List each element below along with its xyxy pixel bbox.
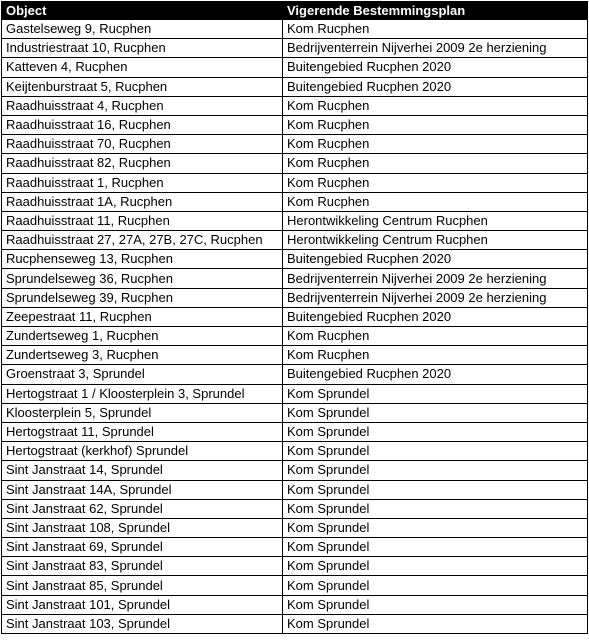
table-row (2, 499, 588, 518)
object-cell: Sint Janstraat 85, Sprundel (2, 576, 283, 595)
object-cell: Groenstraat 3, Sprundel (2, 365, 283, 384)
object-cell: Gastelseweg 9, Rucphen (2, 20, 283, 39)
table-row (2, 231, 588, 250)
bestemmingsplan-cell: Kom Rucphen (283, 192, 588, 211)
table-row (2, 327, 588, 346)
bestemmingsplan-cell: Kom Sprundel (283, 538, 588, 557)
table-row (2, 211, 588, 230)
object-cell: Sprundelseweg 39, Rucphen (2, 288, 283, 307)
table-row (2, 39, 588, 58)
object-cell: Keijtenburstraat 5, Rucphen (2, 77, 283, 96)
bestemmingsplan-cell: Kom Sprundel (283, 422, 588, 441)
object-cell: Zeepestraat 11, Rucphen (2, 307, 283, 326)
bestemmingsplan-cell: Kom Rucphen (283, 327, 588, 346)
table-row (2, 307, 588, 326)
object-cell: Katteven 4, Rucphen (2, 58, 283, 77)
table-row (2, 269, 588, 288)
bestemmingsplan-cell: Kom Rucphen (283, 154, 588, 173)
bestemmingsplan-cell: Kom Rucphen (283, 135, 588, 154)
object-cell: Raadhuisstraat 4, Rucphen (2, 96, 283, 115)
bestemmingsplan-cell: Buitengebied Rucphen 2020 (283, 365, 588, 384)
bestemmingsplan-cell: Kom Sprundel (283, 518, 588, 537)
header-bestemmingsplan: Vigerende Bestemmingsplan (283, 2, 588, 20)
object-cell: Zundertseweg 3, Rucphen (2, 346, 283, 365)
bestemmingsplan-cell: Herontwikkeling Centrum Rucphen (283, 231, 588, 250)
object-cell: Sint Janstraat 103, Sprundel (2, 614, 283, 633)
table-row (2, 77, 588, 96)
object-cell: Raadhuisstraat 16, Rucphen (2, 115, 283, 134)
bestemmingsplan-cell: Kom Sprundel (283, 384, 588, 403)
object-cell: Hertogstraat (kerkhof) Sprundel (2, 442, 283, 461)
bestemmingsplan-cell: Bedrijventerrein Nijverhei 2009 2e herziening (283, 288, 588, 307)
bestemmingsplan-cell: Kom Sprundel (283, 403, 588, 422)
object-cell: Sint Janstraat 108, Sprundel (2, 518, 283, 537)
table-row (2, 480, 588, 499)
object-cell: Raadhuisstraat 1, Rucphen (2, 173, 283, 192)
table-row (2, 173, 588, 192)
table-row (2, 96, 588, 115)
object-cell: Sprundelseweg 36, Rucphen (2, 269, 283, 288)
table-row (2, 442, 588, 461)
table-row (2, 538, 588, 557)
bestemmingsplan-cell: Kom Rucphen (283, 173, 588, 192)
table-body (2, 20, 588, 634)
table-row (2, 518, 588, 537)
object-cell: Sint Janstraat 101, Sprundel (2, 595, 283, 614)
bestemmingsplan-cell: Kom Sprundel (283, 461, 588, 480)
bestemmingsplan-cell: Kom Sprundel (283, 557, 588, 576)
object-cell: Rucphenseweg 13, Rucphen (2, 250, 283, 269)
bestemmingsplan-cell: Kom Rucphen (283, 346, 588, 365)
table-row (2, 154, 588, 173)
object-cell: Hertogstraat 11, Sprundel (2, 422, 283, 441)
object-cell: Raadhuisstraat 11, Rucphen (2, 211, 283, 230)
object-cell: Industriestraat 10, Rucphen (2, 39, 283, 58)
table-row (2, 250, 588, 269)
table-row (2, 115, 588, 134)
header-row (2, 2, 588, 20)
object-cell: Sint Janstraat 14A, Sprundel (2, 480, 283, 499)
object-cell: Raadhuisstraat 27, 27A, 27B, 27C, Rucphen (2, 231, 283, 250)
bestemmingsplan-cell: Kom Sprundel (283, 614, 588, 633)
table-row (2, 403, 588, 422)
table-row (2, 365, 588, 384)
object-cell: Raadhuisstraat 70, Rucphen (2, 135, 283, 154)
table-row (2, 135, 588, 154)
table-row (2, 595, 588, 614)
header-object: Object (2, 2, 283, 20)
object-cell: Raadhuisstraat 82, Rucphen (2, 154, 283, 173)
table-row (2, 384, 588, 403)
bestemmingsplan-cell: Kom Sprundel (283, 480, 588, 499)
bestemmingsplan-cell: Bedrijventerrein Nijverhei 2009 2e herziening (283, 269, 588, 288)
table-row (2, 422, 588, 441)
table-row (2, 288, 588, 307)
table-row (2, 192, 588, 211)
object-cell: Sint Janstraat 14, Sprundel (2, 461, 283, 480)
bestemmingsplan-cell: Buitengebied Rucphen 2020 (283, 307, 588, 326)
bestemmingsplan-cell: Kom Sprundel (283, 442, 588, 461)
bestemmingsplan-cell: Kom Sprundel (283, 595, 588, 614)
table-row (2, 576, 588, 595)
bestemmingsplan-cell: Kom Rucphen (283, 20, 588, 39)
bestemmingsplan-cell: Herontwikkeling Centrum Rucphen (283, 211, 588, 230)
object-cell: Sint Janstraat 69, Sprundel (2, 538, 283, 557)
bestemmingsplan-cell: Bedrijventerrein Nijverhei 2009 2e herziening (283, 39, 588, 58)
monuments-zoning-table (1, 1, 588, 634)
table-row (2, 58, 588, 77)
object-cell: Raadhuisstraat 1A, Rucphen (2, 192, 283, 211)
table-row (2, 461, 588, 480)
bestemmingsplan-cell: Buitengebied Rucphen 2020 (283, 77, 588, 96)
bestemmingsplan-cell: Buitengebied Rucphen 2020 (283, 250, 588, 269)
bestemmingsplan-cell: Buitengebied Rucphen 2020 (283, 58, 588, 77)
object-cell: Sint Janstraat 83, Sprundel (2, 557, 283, 576)
table-row (2, 20, 588, 39)
table-header (2, 2, 588, 20)
bestemmingsplan-cell: Kom Sprundel (283, 499, 588, 518)
table-row (2, 557, 588, 576)
bestemmingsplan-cell: Kom Rucphen (283, 115, 588, 134)
bestemmingsplan-cell: Kom Sprundel (283, 576, 588, 595)
object-cell: Kloosterplein 5, Sprundel (2, 403, 283, 422)
object-cell: Sint Janstraat 62, Sprundel (2, 499, 283, 518)
object-cell: Zundertseweg 1, Rucphen (2, 327, 283, 346)
bestemmingsplan-cell: Kom Rucphen (283, 96, 588, 115)
table-row (2, 346, 588, 365)
table-row (2, 614, 588, 633)
object-cell: Hertogstraat 1 / Kloosterplein 3, Sprundel (2, 384, 283, 403)
